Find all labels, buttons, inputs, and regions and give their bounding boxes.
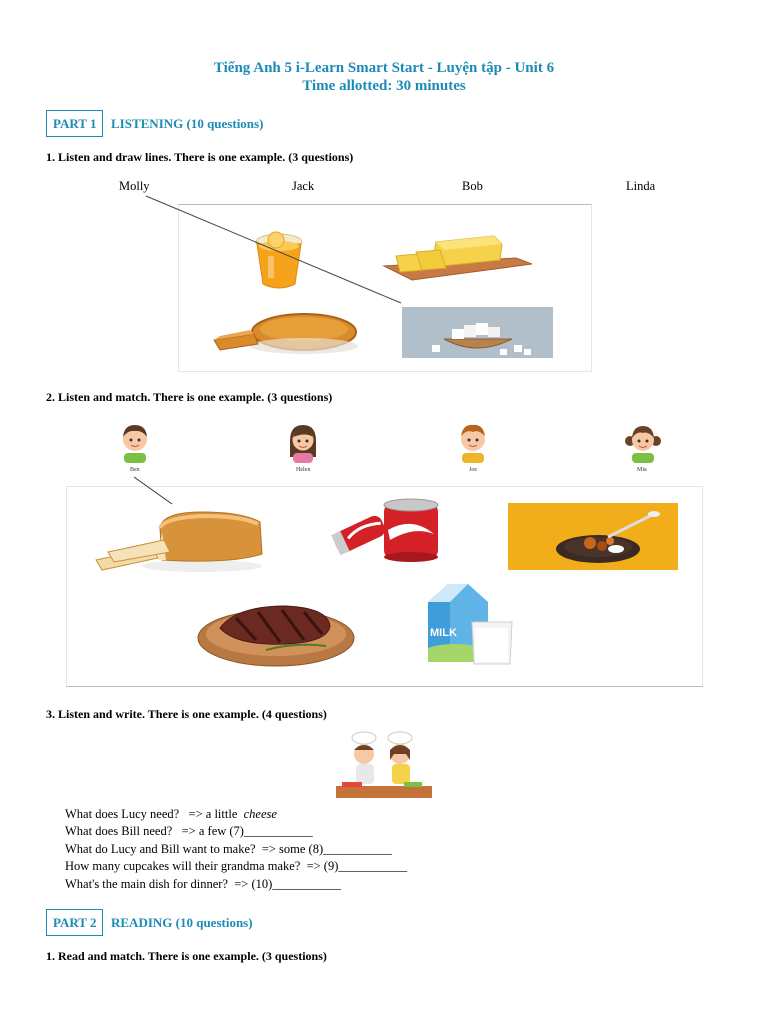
kids-cooking-icon — [334, 730, 434, 800]
name-molly: Molly — [119, 179, 150, 193]
steak-icon — [196, 602, 358, 668]
name-ben: Ben — [130, 467, 140, 473]
bread-icon — [92, 508, 264, 574]
time-allotted: Time allotted: 30 minutes — [302, 78, 466, 94]
q2-instruction: 2. Listen and match. There is one example. (3 questions) — [46, 390, 333, 404]
part2-title: READING (10 questions) — [111, 915, 253, 930]
page-title: Tiếng Anh 5 i-Learn Smart Start - Luyện tập - Unit 6 — [213, 60, 555, 76]
name-jack: Jack — [292, 179, 315, 193]
name-bob: Bob — [462, 179, 483, 193]
q3-line-example — [65, 807, 277, 822]
q1-instruction: 1. Listen and draw lines. There is one example. (3 questions) — [46, 150, 354, 164]
avatar-helen-icon — [286, 421, 320, 463]
q1-example-line — [0, 0, 768, 400]
milk-carton-icon — [420, 582, 516, 668]
part2-q1-instruction: 1. Read and match. There is one example. (3 questions) — [46, 949, 327, 963]
name-linda: Linda — [626, 179, 656, 193]
part1-title: LISTENING (10 questions) — [111, 116, 264, 131]
q3-line-8: What do Lucy and Bill want to make? => some (8)___________ — [65, 842, 392, 856]
curry-dish-image — [508, 503, 678, 570]
name-helen: Helen — [296, 467, 311, 473]
part2-label: PART 2 — [46, 909, 103, 936]
soda-cans-icon — [328, 496, 444, 564]
q3-example-answer: cheese — [243, 807, 277, 821]
name-mia: Mia — [637, 467, 647, 473]
avatar-joe-icon — [456, 421, 490, 463]
q3-line-example-text: What does Lucy need? => a little — [65, 807, 244, 821]
q3-line-7: What does Bill need? => a few (7)___________ — [65, 824, 313, 838]
q3-line-9: How many cupcakes will their grandma make? => (9)___________ — [65, 859, 408, 873]
milk-label: MILK — [430, 627, 457, 639]
part1-label: PART 1 — [46, 110, 103, 137]
q3-instruction: 3. Listen and write. There is one example. (4 questions) — [46, 707, 327, 721]
q3-line-10: What's the main dish for dinner? => (10)___________ — [65, 877, 342, 891]
avatar-mia-icon — [624, 421, 662, 463]
avatar-ben-icon — [118, 421, 152, 463]
name-joe: Joe — [469, 467, 477, 473]
